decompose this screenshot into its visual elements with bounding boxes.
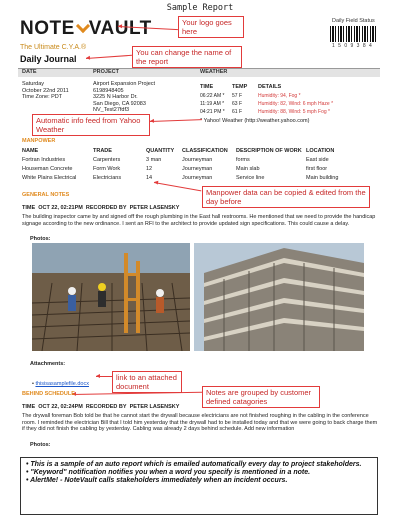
callout-logo: Your logo goes here <box>178 16 244 38</box>
callout-arrow-attachment <box>96 376 112 377</box>
callout-weather: Automatic info feed from Yahoo Weather <box>32 114 150 136</box>
date-block <box>22 81 69 101</box>
attachment-link[interactable]: thisisasamplefile.docx <box>35 381 89 387</box>
construction-photo-building[interactable] <box>194 243 364 351</box>
weather-source-note: * Yahoo! Weather (http://weather.yahoo.com) <box>200 118 310 124</box>
info-header-bar <box>18 68 380 77</box>
table-cell: East side <box>306 157 329 163</box>
weather-col-details: DETAILS <box>258 84 282 90</box>
table-cell: Main building <box>306 175 339 181</box>
table-cell: Electricians <box>93 175 122 181</box>
behind-schedule-meta <box>22 404 179 411</box>
manpower-col-classification: CLASSIFICATION <box>182 148 228 154</box>
meta-time-label: TIME <box>22 404 36 410</box>
table-cell: 14 <box>146 175 153 181</box>
manpower-title: MANPOWER <box>22 138 56 144</box>
header-weather: WEATHER <box>200 69 228 75</box>
weather-row <box>200 92 224 100</box>
callout-attachment: link to an attached document <box>112 371 182 393</box>
table-cell: 3 man <box>146 157 162 163</box>
table-cell: Form Work <box>93 166 121 172</box>
header-project: PROJECT <box>93 69 119 75</box>
logo-text-vault: VAULT <box>88 18 152 39</box>
manpower-col-description: DESCRIPTION OF WORK <box>236 148 302 154</box>
notevault-logo <box>20 18 152 40</box>
meta-time-value: OCT 22, 02:21PM <box>38 205 83 211</box>
project-ref: NV_Test27fdf3 <box>93 107 130 114</box>
weather-col-temp: TEMP <box>232 84 248 90</box>
bullet-icon: • <box>32 381 36 387</box>
weather-details: Humidity: 88, Wind: 5 mph Fog * <box>258 109 330 115</box>
meta-time-value: OCT 22, 02:24PM <box>38 404 83 410</box>
project-block <box>93 81 155 114</box>
weather-temp: 57 F <box>232 93 243 99</box>
general-notes-photos-label: Photos: <box>30 236 51 242</box>
meta-recorded-by-value: PETER LASENSKY <box>129 205 180 211</box>
meta-time-label: TIME <box>22 205 36 211</box>
logo-text-note: NOTE <box>20 18 75 39</box>
behind-schedule-photos-label: Photos: <box>30 442 51 448</box>
behind-schedule-title: BEHIND SCHEDULE <box>22 391 75 397</box>
date-day: Saturday <box>22 81 45 87</box>
table-cell: White Plains Electrical <box>22 175 77 181</box>
table-cell: Main slab <box>236 166 260 172</box>
date-value: October 22nd 2011 <box>22 87 69 94</box>
attachments-label: Attachments: <box>30 361 66 367</box>
behind-schedule-body: The drywall foreman Bob told be that he cannot start the drywall because electricians are not finished roughing in the cabling in the conference room. I reminded the electrician Bill that I told him yesterday that the drywall had to be installed today and that we were going to back charge them if they did not finish the cabling by yesterday. Cabling was already 2 days behind schedule. Add new information <box>22 413 378 433</box>
weather-temp: 63 F <box>232 101 243 107</box>
table-cell: first floor <box>306 166 328 172</box>
page-title: Sample Report <box>166 3 234 13</box>
callout-manpower: Manpower data can be copied & edited from the day before <box>202 186 370 208</box>
manpower-col-quantity: QUANTITY <box>146 148 175 154</box>
meta-recorded-by-value: PETER LASENSKY <box>129 404 180 410</box>
weather-time: 11:19 AM * <box>200 101 225 107</box>
weather-time: 04:21 PM * <box>200 109 225 115</box>
table-cell: forms <box>236 157 250 163</box>
daily-field-status-label: Daily Field Status <box>332 18 375 24</box>
table-cell: Carpenters <box>93 157 121 163</box>
callout-arrow-report-name <box>86 55 132 59</box>
checkmark-icon <box>76 19 90 33</box>
table-cell: Journeyman <box>182 166 213 172</box>
project-address: 3225 N Harbor Dr. <box>93 94 138 101</box>
general-notes-meta <box>22 205 179 212</box>
attachment-item <box>32 372 89 390</box>
report-name: Daily Journal <box>20 54 77 64</box>
manpower-col-name: NAME <box>22 148 39 154</box>
weather-details: Humidity: 94, Fog * <box>258 93 301 99</box>
table-cell: Journeyman <box>182 175 213 181</box>
header-date: DATE <box>22 69 37 75</box>
callout-arrow-notes <box>72 392 202 395</box>
table-cell: Houseman Concrete <box>22 166 73 172</box>
project-city: San Diego, CA 92083 <box>93 100 146 107</box>
table-cell: Fortran Industries <box>22 157 66 163</box>
footer-line: • This is a sample of an auto report which is emailed automatically every day to project stakeholders. <box>26 461 362 468</box>
weather-temp: 61 F <box>232 109 243 115</box>
meta-recorded-by-label: RECORDED BY <box>85 205 127 211</box>
callout-notes: Notes are grouped by customer defined catagories <box>202 386 320 408</box>
table-cell: 12 <box>146 166 153 172</box>
footer-line: • AlertMe! - NoteVault calls stakeholders immediately when an incident occurs. <box>26 477 288 484</box>
meta-recorded-by-label: RECORDED BY <box>85 404 127 410</box>
table-cell: Journeyman <box>182 157 213 163</box>
table-cell: Service line <box>236 175 265 181</box>
weather-col-time: TIME <box>200 84 214 90</box>
timezone: Time Zone: PDT <box>22 94 63 101</box>
callout-arrow-manpower <box>154 182 201 191</box>
footer-line: • "Keyword" notification notifies you when a word you specify is mentioned in a note. <box>26 469 311 476</box>
barcode-image <box>330 26 378 42</box>
footer-notice-box <box>20 457 378 515</box>
logo-tagline: The Ultimate C.Y.A.® <box>20 44 87 51</box>
barcode-number: 1 5 0 9 3 8 4 <box>332 43 373 49</box>
construction-photo-workers[interactable] <box>32 243 190 351</box>
project-name: Airport Expansion Project <box>93 81 156 87</box>
callout-arrow-weather <box>150 119 202 122</box>
general-notes-title: GENERAL NOTES <box>22 192 70 198</box>
weather-details: Humidity: 82, Wind: 6 mph Haze * <box>258 101 334 107</box>
weather-time: 06:22 AM * <box>200 93 225 99</box>
callout-report-name: You can change the name of the report <box>132 46 242 68</box>
manpower-col-location: LOCATION <box>306 148 335 154</box>
manpower-col-trade: TRADE <box>93 148 112 154</box>
project-number: 6198948405 <box>93 87 124 94</box>
general-notes-body: The building inspector came by and signed off the rough plumbing in the East hall restrooms. He mentioned that we need to provide the handicap signage according to the new ordinance. I sent an RFI to the architect to provide updated sign specifications. This could cause a delay. <box>22 214 376 227</box>
